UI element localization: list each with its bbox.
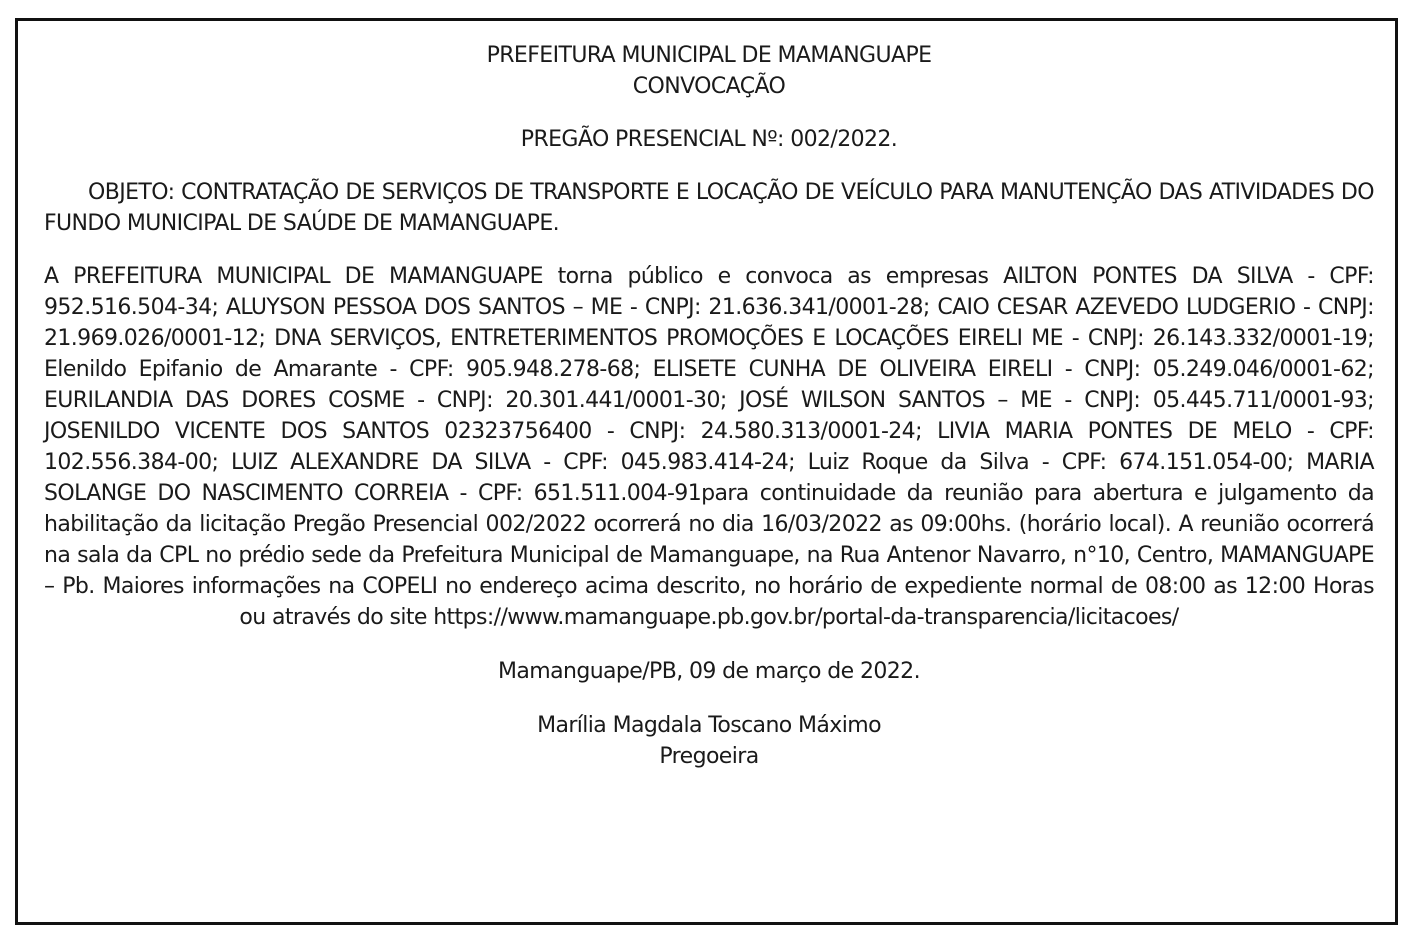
signatory-role: Pregoeira [659,744,759,769]
object-paragraph: OBJETO: CONTRATAÇÃO DE SERVIÇOS DE TRANSPORTE E LOCAÇÃO DE VEÍCULO PARA MANUTENÇÃO DAS ATIVIDADES DO FUNDO MUNICIPAL DE SAÚDE DE MAMANGUAPE. [44,180,1374,236]
convocation-notice [44,40,1374,772]
pregao-number: PREGÃO PRESENCIAL Nº: 002/2022. [520,127,898,152]
organization-name: PREFEITURA MUNICIPAL DE MAMANGUAPE [486,43,932,68]
date-line: Mamanguape/PB, 09 de março de 2022. [498,659,920,684]
body-paragraph: A PREFEITURA MUNICIPAL DE MAMANGUAPE torna público e convoca as empresas AILTON PONTES DA SILVA - CPF: 952.516.504-34; ALUYSON PESSOA DOS SANTOS – ME - CNPJ: 21.636.341/0001-28; CAIO CESAR AZEVEDO LUDGERIO - CNPJ: 21.969.026/0001-12; DNA SERVIÇOS, ENTRETERIMENTOS PROMOÇÕES E LOCAÇÕES EIRELI ME - CNPJ: 26.143.332/0001-19; Elenildo Epifanio de Amarante - CPF: 905.948.278-68; ELISETE CUNHA DE OLIVEIRA EIRELI - CNPJ: 05.249.046/0001-62; EURILANDIA DAS DORES COSME - CNPJ: 20.301.441/0001-30; JOSÉ WILSON SANTOS – ME - CNPJ: 05.445.711/0001-93; JOSENILDO VICENTE DOS SANTOS 02323756400 - CNPJ: 24.580.313/0001-24; LIVIA MARIA PONTES DE MELO - CPF: 102.556.384-00; LUIZ ALEXANDRE DA SILVA - CPF: 045.983.414-24; Luiz Roque da Silva - CPF: 674.151.054-00; MARIA SOLANGE DO NASCIMENTO CORREIA - CPF: 651.511.004-91para continuidade da reunião para abertura e julgamento da habilitação da licitação Pregão Presencial 002/2022 ocorrerá no dia 16/03/2022 as 09:00hs. (horário local). A reunião ocorrerá na sala da CPL no prédio sede da Prefeitura Municipal de Mamanguape, na Rua Antenor Navarro, n°10, Centro, MAMANGUAPE – Pb. Maiores informações na COPELI no endereço acima descrito, no horário de expediente normal de 08:00 as 12:00 Horas ou através do site https://www.mamanguape.pb.gov.br/portal-da-transparencia/licitacoes/ [44,264,1374,630]
signatory-name: Marília Magdala Toscano Máximo [537,713,881,738]
document-title: CONVOCAÇÃO [632,74,786,99]
